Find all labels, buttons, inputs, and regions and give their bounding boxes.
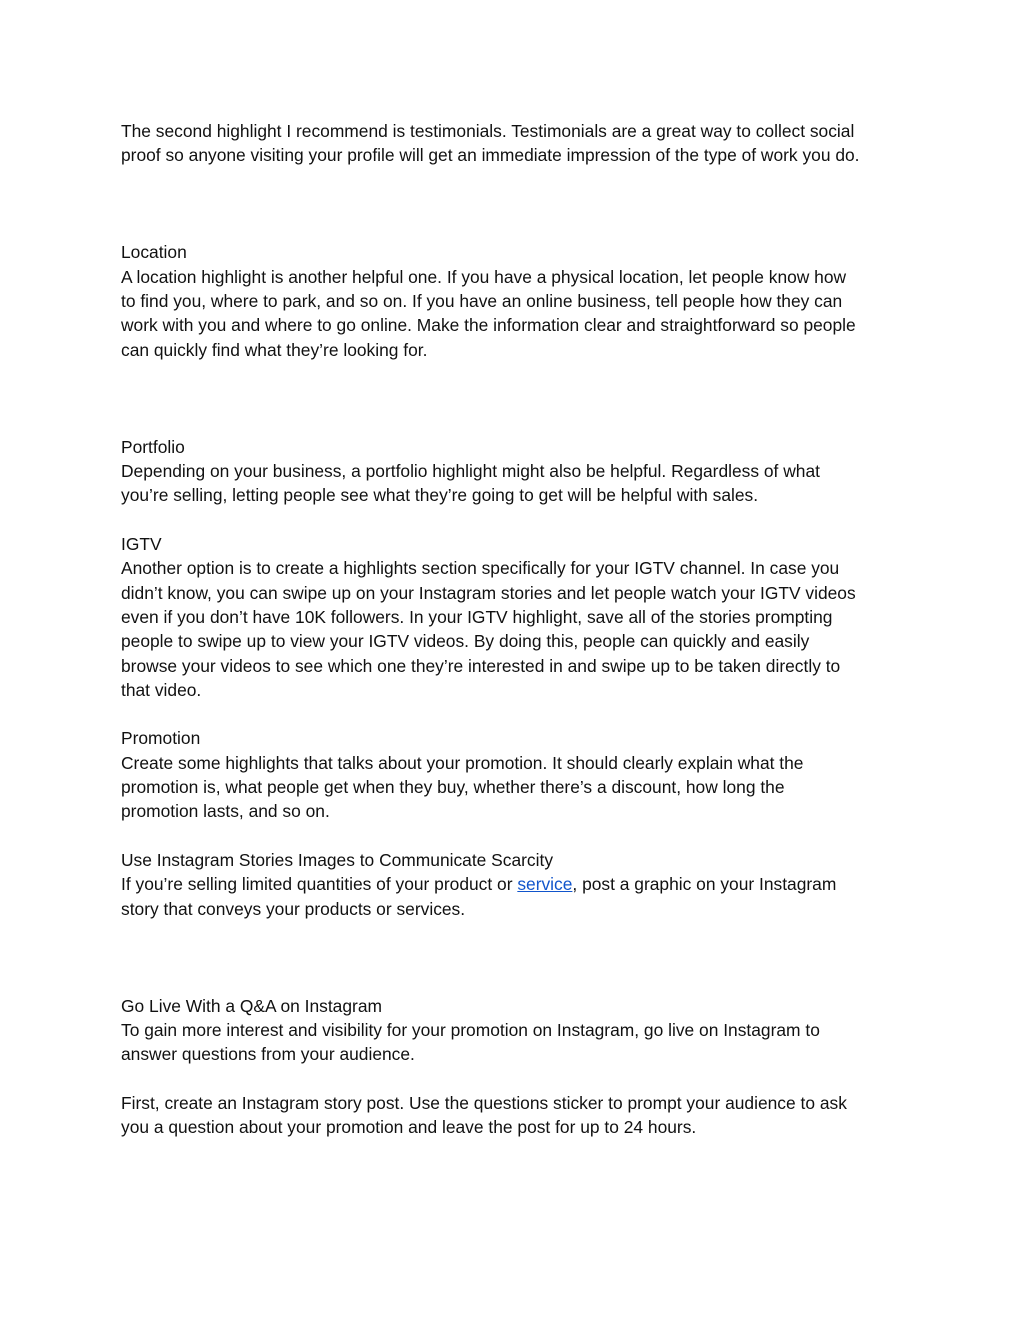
service-link[interactable]: service — [517, 874, 573, 895]
paragraph-line: First, create an Instagram story post. Use the questions sticker to prompt your audience to ask — [121, 1092, 847, 1113]
paragraph-line: even if you don’t have 10K followers. In your IGTV highlight, save all of the stories prompting — [121, 606, 833, 627]
paragraph-line: proof so anyone visiting your profile will get an immediate impression of the type of work you do. — [121, 145, 860, 166]
blank-space — [121, 921, 921, 994]
paragraph-line: people to swipe up to view your IGTV videos. By doing this, people can quickly and easily — [121, 631, 810, 652]
section-heading: Go Live With a Q&A on Instagram — [121, 995, 382, 1016]
paragraph-line: The second highlight I recommend is testimonials. Testimonials are a great way to collect social — [121, 121, 855, 141]
section-heading: Portfolio — [121, 436, 185, 457]
golive-section — [121, 994, 921, 1140]
paragraph-line: can quickly find what they’re looking for. — [121, 339, 428, 360]
text-after-link: , post a graphic on your Instagram — [572, 874, 837, 895]
igtv-section — [121, 532, 921, 702]
paragraph-line — [121, 872, 921, 896]
paragraph-line: that video. — [121, 679, 202, 700]
paragraph-line: story that conveys your products or services. — [121, 898, 466, 919]
section-heading: Use Instagram Stories Images to Communicate Scarcity — [121, 849, 554, 870]
promotion-section — [121, 726, 921, 823]
paragraph-line: Another option is to create a highlights section specifically for your IGTV channel. In case you — [121, 558, 840, 579]
paragraph-line: Depending on your business, a portfolio highlight might also be helpful. Regardless of what — [121, 461, 820, 482]
paragraph-line: promotion is, what people get when they buy, whether there’s a discount, how long the — [121, 777, 785, 798]
section-heading: IGTV — [121, 534, 162, 555]
section-heading: Promotion — [121, 728, 201, 749]
text-before-link: If you’re selling limited quantities of your product or — [121, 874, 518, 895]
section-heading: Location — [121, 242, 187, 263]
paragraph-line: Create some highlights that talks about your promotion. It should clearly explain what the — [121, 752, 804, 773]
paragraph-line: work with you and where to go online. Make the information clear and straightforward so people — [121, 315, 856, 336]
document-page — [121, 119, 921, 1139]
blank-space — [121, 362, 921, 435]
blank-space — [121, 1067, 921, 1091]
scarcity-section — [121, 848, 921, 921]
portfolio-section — [121, 435, 921, 508]
paragraph-line: you’re selling, letting people see what they’re going to get will be helpful with sales. — [121, 485, 759, 506]
paragraph-line: browse your videos to see which one they’re interested in and swipe up to be taken directly to — [121, 655, 841, 676]
paragraph-line: A location highlight is another helpful one. If you have a physical location, let people know how — [121, 266, 847, 287]
blank-space — [121, 168, 921, 241]
paragraph-line: answer questions from your audience. — [121, 1044, 415, 1065]
blank-space — [121, 702, 921, 726]
paragraph-line: promotion lasts, and so on. — [121, 801, 330, 822]
paragraph-line: didn’t know, you can swipe up on your Instagram stories and let people watch your IGTV videos — [121, 582, 856, 603]
paragraph-line: To gain more interest and visibility for your promotion on Instagram, go live on Instagram to — [121, 1019, 820, 1040]
testimonials-paragraph — [121, 119, 921, 168]
paragraph-line: to find you, where to park, and so on. If you have an online business, tell people how they can — [121, 291, 843, 312]
blank-space — [121, 824, 921, 848]
location-section — [121, 240, 921, 361]
blank-space — [121, 508, 921, 532]
paragraph-line: you a question about your promotion and leave the post for up to 24 hours. — [121, 1117, 697, 1138]
